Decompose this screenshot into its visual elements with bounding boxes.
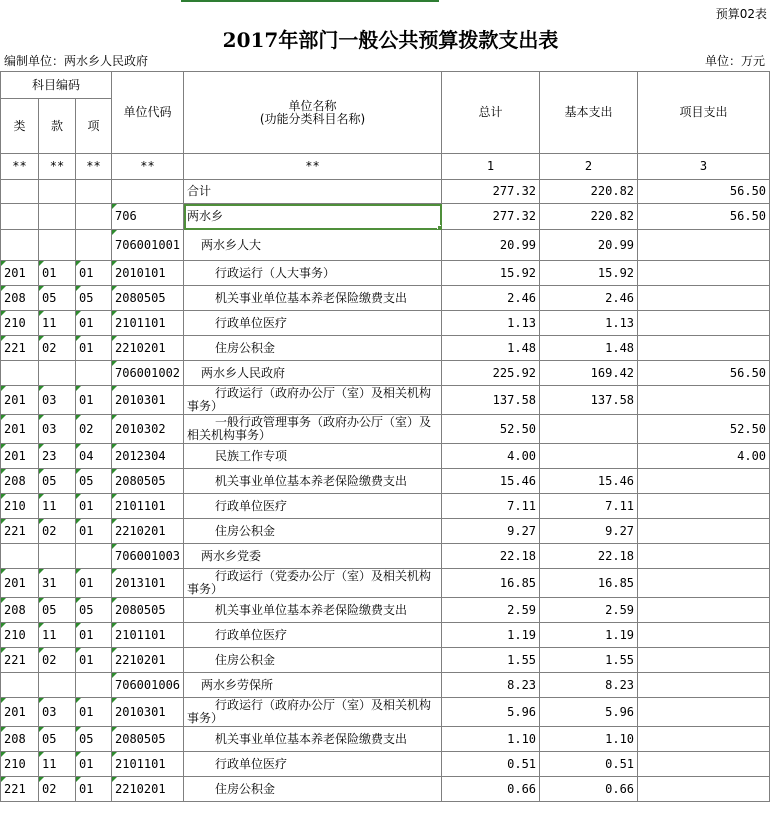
cell-total[interactable]: 8.23	[442, 673, 540, 698]
cell-xiang[interactable]: 01	[76, 698, 112, 727]
table-row	[1, 777, 770, 802]
header-row-1	[1, 72, 770, 99]
cell-unit-code[interactable]: 2080505	[112, 727, 184, 752]
cell-xiang[interactable]: 05	[76, 727, 112, 752]
cell-unit-code[interactable]: 2010101	[112, 261, 184, 286]
cell-xiang[interactable]: 05	[76, 469, 112, 494]
cell-unit-code[interactable]: 2210201	[112, 519, 184, 544]
cell-lei[interactable]	[1, 180, 39, 204]
cell-xiang[interactable]	[76, 180, 112, 204]
index-row	[1, 154, 770, 180]
cell-kuan[interactable]	[39, 204, 76, 230]
cell-kuan[interactable]: 03	[39, 698, 76, 727]
cell-xiang[interactable]: 01	[76, 386, 112, 415]
cell-xiang[interactable]: 01	[76, 494, 112, 519]
cell-xiang[interactable]: 04	[76, 444, 112, 469]
cell-lei[interactable]: 210	[1, 752, 39, 777]
cell-lei[interactable]: 210	[1, 311, 39, 336]
table-row	[1, 444, 770, 469]
cell-kuan[interactable]: 05	[39, 727, 76, 752]
cell-unit-name[interactable]: 行政单位医疗	[184, 623, 442, 648]
cell-unit-name[interactable]: 机关事业单位基本养老保险缴费支出	[184, 727, 442, 752]
cell-lei[interactable]	[1, 230, 39, 261]
cell-unit-name[interactable]: 两水乡劳保所	[184, 673, 442, 698]
cell-kuan[interactable]: 03	[39, 415, 76, 444]
cell-unit-name[interactable]: 两水乡	[184, 204, 442, 230]
cell-unit-name[interactable]: 民族工作专项	[184, 444, 442, 469]
cell-total[interactable]: 9.27	[442, 519, 540, 544]
cell-basic[interactable]: 1.10	[540, 727, 638, 752]
cell-xiang[interactable]	[76, 204, 112, 230]
table-row	[1, 544, 770, 569]
cell-basic[interactable]: 2.59	[540, 598, 638, 623]
cell-unit-name[interactable]: 行政运行（党委办公厅（室）及相关机构事务）	[184, 569, 442, 598]
cell-unit-name[interactable]: 机关事业单位基本养老保险缴费支出	[184, 469, 442, 494]
cell-basic[interactable]: 1.55	[540, 648, 638, 673]
cell-unit-code[interactable]: 2080505	[112, 286, 184, 311]
cell-kuan[interactable]: 02	[39, 777, 76, 802]
cell-lei[interactable]: 208	[1, 286, 39, 311]
cell-xiang[interactable]: 01	[76, 569, 112, 598]
cell-xiang[interactable]: 01	[76, 261, 112, 286]
cell-total[interactable]: 22.18	[442, 544, 540, 569]
cell-lei[interactable]: 221	[1, 648, 39, 673]
table-row	[1, 673, 770, 698]
cell-total[interactable]: 1.10	[442, 727, 540, 752]
cell-total[interactable]: 15.46	[442, 469, 540, 494]
cell-basic[interactable]: 0.51	[540, 752, 638, 777]
cell-basic[interactable]: 0.66	[540, 777, 638, 802]
cell-unit-name[interactable]: 机关事业单位基本养老保险缴费支出	[184, 598, 442, 623]
cell-basic[interactable]: 220.82	[540, 204, 638, 230]
cell-project[interactable]	[638, 519, 770, 544]
cell-basic[interactable]: 7.11	[540, 494, 638, 519]
cell-total[interactable]: 7.11	[442, 494, 540, 519]
cell-basic[interactable]: 15.92	[540, 261, 638, 286]
cell-lei[interactable]	[1, 361, 39, 386]
cell-xiang[interactable]: 01	[76, 752, 112, 777]
cell-total[interactable]: 16.85	[442, 569, 540, 598]
table-body	[1, 72, 770, 802]
table-row	[1, 286, 770, 311]
cell-unit-code[interactable]: 2010302	[112, 415, 184, 444]
cell-lei[interactable]: 201	[1, 698, 39, 727]
cell-unit-code[interactable]: 706001001	[112, 230, 184, 261]
cell-unit-code[interactable]: 2101101	[112, 752, 184, 777]
header-unit-name-line2: (功能分类科目名称)	[259, 111, 366, 126]
cell-lei[interactable]: 201	[1, 415, 39, 444]
cell-unit-code[interactable]: 2101101	[112, 623, 184, 648]
cell-unit-name[interactable]: 行政运行（政府办公厅（室）及相关机构事务）	[184, 698, 442, 727]
table-row	[1, 752, 770, 777]
cell-lei[interactable]: 208	[1, 727, 39, 752]
index-cell[interactable]: 3	[638, 154, 770, 180]
cell-project[interactable]	[638, 752, 770, 777]
cell-project[interactable]	[638, 386, 770, 415]
cell-basic[interactable]: 1.19	[540, 623, 638, 648]
cell-unit-name[interactable]: 两水乡党委	[184, 544, 442, 569]
index-cell[interactable]: **	[112, 154, 184, 180]
cell-xiang[interactable]: 01	[76, 648, 112, 673]
cell-xiang[interactable]	[76, 673, 112, 698]
cell-lei[interactable]	[1, 544, 39, 569]
cell-kuan[interactable]: 05	[39, 286, 76, 311]
cell-xiang[interactable]: 01	[76, 777, 112, 802]
cell-project[interactable]	[638, 286, 770, 311]
cell-unit-code[interactable]: 2010301	[112, 386, 184, 415]
cell-project[interactable]: 4.00	[638, 444, 770, 469]
cell-unit-name[interactable]: 行政单位医疗	[184, 752, 442, 777]
cell-total[interactable]: 15.92	[442, 261, 540, 286]
cell-unit-name[interactable]: 住房公积金	[184, 519, 442, 544]
cell-unit-code[interactable]: 2080505	[112, 469, 184, 494]
cell-xiang[interactable]: 05	[76, 286, 112, 311]
cell-xiang[interactable]: 02	[76, 415, 112, 444]
cell-kuan[interactable]: 23	[39, 444, 76, 469]
cell-lei[interactable]: 221	[1, 519, 39, 544]
cell-unit-code[interactable]: 706001003	[112, 544, 184, 569]
cell-total[interactable]: 1.48	[442, 336, 540, 361]
cell-basic[interactable]: 20.99	[540, 230, 638, 261]
cell-basic[interactable]: 137.58	[540, 386, 638, 415]
cell-kuan[interactable]: 31	[39, 569, 76, 598]
header-xiang[interactable]: 项	[76, 99, 112, 154]
cell-basic[interactable]: 22.18	[540, 544, 638, 569]
cell-total[interactable]: 1.19	[442, 623, 540, 648]
cell-basic[interactable]: 8.23	[540, 673, 638, 698]
cell-kuan[interactable]: 03	[39, 386, 76, 415]
cell-basic[interactable]: 9.27	[540, 519, 638, 544]
table-row	[1, 361, 770, 386]
currency-unit-label: 单位：万元	[704, 54, 765, 68]
cell-unit-name[interactable]: 住房公积金	[184, 648, 442, 673]
cell-project[interactable]	[638, 623, 770, 648]
cell-kuan[interactable]: 11	[39, 623, 76, 648]
cell-unit-code[interactable]: 2101101	[112, 311, 184, 336]
cell-unit-code[interactable]: 706	[112, 204, 184, 230]
cell-lei[interactable]: 208	[1, 598, 39, 623]
cell-unit-name[interactable]: 行政单位医疗	[184, 494, 442, 519]
column-selection-indicator	[181, 0, 439, 2]
cell-project[interactable]	[638, 336, 770, 361]
cell-basic[interactable]: 15.46	[540, 469, 638, 494]
cell-total[interactable]: 1.55	[442, 648, 540, 673]
cell-unit-name[interactable]: 一般行政管理事务（政府办公厅（室）及相关机构事务）	[184, 415, 442, 444]
cell-lei[interactable]: 201	[1, 444, 39, 469]
cell-kuan[interactable]: 05	[39, 469, 76, 494]
cell-unit-name[interactable]: 行政单位医疗	[184, 311, 442, 336]
cell-total[interactable]: 225.92	[442, 361, 540, 386]
cell-kuan[interactable]: 05	[39, 598, 76, 623]
cell-project[interactable]: 56.50	[638, 204, 770, 230]
cell-basic[interactable]: 1.48	[540, 336, 638, 361]
header-unit-name[interactable]	[184, 72, 442, 154]
cell-xiang[interactable]: 05	[76, 598, 112, 623]
cell-kuan[interactable]	[39, 361, 76, 386]
cell-kuan[interactable]	[39, 180, 76, 204]
cell-unit-name[interactable]: 住房公积金	[184, 777, 442, 802]
cell-basic[interactable]: 1.13	[540, 311, 638, 336]
cell-total[interactable]: 137.58	[442, 386, 540, 415]
cell-project[interactable]	[638, 698, 770, 727]
cell-project[interactable]: 56.50	[638, 180, 770, 204]
table-row	[1, 519, 770, 544]
table-row	[1, 469, 770, 494]
cell-unit-name[interactable]: 住房公积金	[184, 336, 442, 361]
cell-project[interactable]	[638, 494, 770, 519]
cell-unit-code[interactable]: 706001006	[112, 673, 184, 698]
cell-unit-name[interactable]: 行政运行（人大事务）	[184, 261, 442, 286]
cell-project[interactable]	[638, 544, 770, 569]
cell-project[interactable]	[638, 727, 770, 752]
cell-project[interactable]	[638, 311, 770, 336]
cell-basic[interactable]: 16.85	[540, 569, 638, 598]
cell-lei[interactable]	[1, 673, 39, 698]
cell-unit-code[interactable]	[112, 180, 184, 204]
cell-project[interactable]: 52.50	[638, 415, 770, 444]
table-row	[1, 623, 770, 648]
table-row	[1, 415, 770, 444]
cell-unit-code[interactable]: 2080505	[112, 598, 184, 623]
table-row	[1, 311, 770, 336]
cell-unit-code[interactable]: 2010301	[112, 698, 184, 727]
cell-total[interactable]: 277.32	[442, 204, 540, 230]
cell-lei[interactable]: 221	[1, 777, 39, 802]
cell-kuan[interactable]	[39, 544, 76, 569]
cell-unit-name[interactable]: 两水乡人大	[184, 230, 442, 261]
table-row	[1, 494, 770, 519]
table-row	[1, 698, 770, 727]
cell-unit-code[interactable]: 2013101	[112, 569, 184, 598]
form-number: 预算02表	[715, 7, 767, 21]
table-row	[1, 336, 770, 361]
table-row	[1, 180, 770, 204]
cell-unit-code[interactable]: 2101101	[112, 494, 184, 519]
table-row	[1, 569, 770, 598]
index-cell[interactable]: 1	[442, 154, 540, 180]
header-kuan[interactable]: 款	[39, 99, 76, 154]
header-basic[interactable]: 基本支出	[540, 72, 638, 154]
cell-lei[interactable]: 201	[1, 386, 39, 415]
table-row	[1, 230, 770, 261]
index-cell[interactable]: **	[1, 154, 39, 180]
cell-total[interactable]: 52.50	[442, 415, 540, 444]
cell-unit-name[interactable]: 机关事业单位基本养老保险缴费支出	[184, 286, 442, 311]
budget-table	[0, 71, 770, 802]
cell-xiang[interactable]	[76, 544, 112, 569]
cell-unit-code[interactable]: 2210201	[112, 648, 184, 673]
cell-unit-code[interactable]: 2210201	[112, 336, 184, 361]
cell-kuan[interactable]: 02	[39, 336, 76, 361]
cell-total[interactable]: 4.00	[442, 444, 540, 469]
cell-xiang[interactable]: 01	[76, 623, 112, 648]
table-row	[1, 648, 770, 673]
cell-project[interactable]	[638, 777, 770, 802]
cell-kuan[interactable]: 02	[39, 648, 76, 673]
table-row	[1, 204, 770, 230]
header-unit-code[interactable]: 单位代码	[112, 72, 184, 154]
cell-project[interactable]	[638, 261, 770, 286]
cell-kuan[interactable]	[39, 230, 76, 261]
header-lei[interactable]: 类	[1, 99, 39, 154]
cell-project[interactable]: 56.50	[638, 361, 770, 386]
table-row	[1, 727, 770, 752]
cell-basic[interactable]: 5.96	[540, 698, 638, 727]
cell-basic[interactable]: 2.46	[540, 286, 638, 311]
cell-xiang[interactable]: 01	[76, 519, 112, 544]
cell-xiang[interactable]: 01	[76, 311, 112, 336]
cell-project[interactable]	[638, 469, 770, 494]
index-cell[interactable]: **	[184, 154, 442, 180]
table-row	[1, 598, 770, 623]
cell-unit-name[interactable]: 合计	[184, 180, 442, 204]
cell-kuan[interactable]: 11	[39, 311, 76, 336]
index-cell[interactable]: **	[76, 154, 112, 180]
cell-unit-code[interactable]: 2012304	[112, 444, 184, 469]
table-row	[1, 261, 770, 286]
cell-xiang[interactable]: 01	[76, 336, 112, 361]
cell-project[interactable]	[638, 230, 770, 261]
cell-lei[interactable]: 208	[1, 469, 39, 494]
cell-lei[interactable]: 210	[1, 494, 39, 519]
cell-project[interactable]	[638, 673, 770, 698]
report-title: 2017年部门一般公共预算拨款支出表	[222, 28, 559, 52]
cell-lei[interactable]	[1, 204, 39, 230]
cell-total[interactable]: 5.96	[442, 698, 540, 727]
cell-total[interactable]: 0.51	[442, 752, 540, 777]
cell-project[interactable]	[638, 648, 770, 673]
cell-kuan[interactable]: 11	[39, 752, 76, 777]
cell-basic[interactable]	[540, 415, 638, 444]
cell-lei[interactable]: 201	[1, 569, 39, 598]
cell-basic[interactable]	[540, 444, 638, 469]
cell-kuan[interactable]	[39, 673, 76, 698]
header-project[interactable]: 项目支出	[638, 72, 770, 154]
cell-basic[interactable]: 220.82	[540, 180, 638, 204]
cell-lei[interactable]: 210	[1, 623, 39, 648]
cell-lei[interactable]: 201	[1, 261, 39, 286]
header-subject-code[interactable]: 科目编码	[1, 72, 112, 99]
cell-kuan[interactable]: 02	[39, 519, 76, 544]
cell-project[interactable]	[638, 569, 770, 598]
cell-kuan[interactable]: 01	[39, 261, 76, 286]
cell-unit-name[interactable]: 两水乡人民政府	[184, 361, 442, 386]
header-total[interactable]: 总计	[442, 72, 540, 154]
cell-total[interactable]: 1.13	[442, 311, 540, 336]
index-cell[interactable]: **	[39, 154, 76, 180]
cell-project[interactable]	[638, 598, 770, 623]
compiling-unit-label: 编制单位：两水乡人民政府	[4, 54, 149, 68]
cell-lei[interactable]: 221	[1, 336, 39, 361]
cell-xiang[interactable]	[76, 361, 112, 386]
cell-xiang[interactable]	[76, 230, 112, 261]
cell-basic[interactable]: 169.42	[540, 361, 638, 386]
table-row	[1, 386, 770, 415]
cell-unit-name[interactable]: 行政运行（政府办公厅（室）及相关机构事务）	[184, 386, 442, 415]
cell-total[interactable]: 2.59	[442, 598, 540, 623]
cell-unit-code[interactable]: 706001002	[112, 361, 184, 386]
header-unit-name-line1: 单位名称	[288, 98, 337, 113]
cell-total[interactable]: 0.66	[442, 777, 540, 802]
cell-kuan[interactable]: 11	[39, 494, 76, 519]
cell-total[interactable]: 20.99	[442, 230, 540, 261]
cell-unit-code[interactable]: 2210201	[112, 777, 184, 802]
index-cell[interactable]: 2	[540, 154, 638, 180]
cell-total[interactable]: 2.46	[442, 286, 540, 311]
cell-total[interactable]: 277.32	[442, 180, 540, 204]
